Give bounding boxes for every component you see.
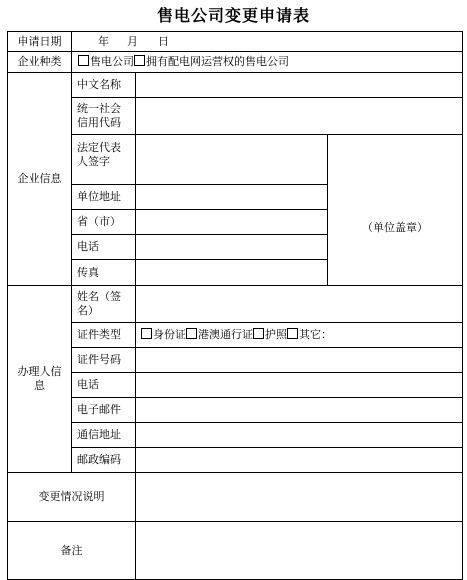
apply-date-year: 年 (98, 34, 109, 48)
row-id-type (8, 323, 463, 348)
change-application-table (7, 31, 463, 580)
checkbox-id-card[interactable] (141, 328, 152, 339)
field-label-id-number: 证件号码 (72, 348, 136, 373)
row-handler-phone (8, 373, 463, 398)
row-remarks (8, 522, 463, 580)
apply-date-label: 申请日期 (8, 32, 72, 52)
field-label-email: 电子邮件 (72, 398, 136, 423)
form-title: 售电公司变更申请表 (156, 6, 310, 25)
field-label-credit-code: 统一社会信用代码 (72, 98, 136, 135)
option-distribution-sales-company: 拥有配电网运营权的售电公司 (146, 55, 289, 68)
field-value-mail-address[interactable] (136, 423, 463, 448)
row-handler-name (8, 286, 463, 323)
remarks-field[interactable] (136, 522, 463, 580)
seal-area (328, 135, 463, 286)
row-apply-date (8, 32, 463, 52)
field-value-email[interactable] (136, 398, 463, 423)
field-label-fax: 传真 (72, 260, 136, 286)
change-description-field[interactable] (136, 473, 463, 522)
field-value-postcode[interactable] (136, 448, 463, 473)
field-label-enterprise-phone: 电话 (72, 235, 136, 260)
field-label-province: 省（市） (72, 210, 136, 235)
apply-date-day: 日 (158, 34, 169, 48)
row-change-description (8, 473, 463, 522)
field-value-enterprise-phone[interactable] (136, 235, 328, 260)
field-value-fax[interactable] (136, 260, 328, 286)
row-chinese-name (8, 73, 463, 98)
row-id-number (8, 348, 463, 373)
id-type-options (136, 323, 463, 348)
enterprise-type-options (72, 52, 463, 73)
field-label-postcode: 邮政编码 (72, 448, 136, 473)
enterprise-info-label: 企业信息 (8, 73, 72, 286)
apply-date-month: 月 (127, 34, 138, 48)
option-sales-company: 售电公司 (90, 55, 134, 68)
field-label-handler-name: 姓名（签名） (72, 286, 136, 323)
field-label-id-type: 证件类型 (72, 323, 136, 348)
row-email (8, 398, 463, 423)
option-other: 其它： (299, 328, 332, 341)
handler-info-label: 办理人信息 (8, 286, 72, 473)
field-value-handler-name[interactable] (136, 286, 463, 323)
field-label-mail-address: 通信地址 (72, 423, 136, 448)
field-value-legal-rep[interactable] (136, 135, 328, 185)
row-enterprise-type (8, 52, 463, 73)
field-value-handler-phone[interactable] (136, 373, 463, 398)
field-label-address: 单位地址 (72, 185, 136, 210)
apply-date-field[interactable] (72, 32, 463, 52)
checkbox-passport[interactable] (253, 328, 264, 339)
checkbox-other[interactable] (287, 328, 298, 339)
field-value-id-number[interactable] (136, 348, 463, 373)
checkbox-distribution-sales-company[interactable] (134, 55, 145, 66)
checkbox-hk-macau-pass[interactable] (186, 328, 197, 339)
field-value-credit-code[interactable] (136, 98, 463, 135)
field-label-chinese-name: 中文名称 (72, 73, 136, 98)
seal-label: （单位盖章） (362, 221, 428, 234)
option-hk-macau-pass: 港澳通行证 (198, 328, 253, 341)
field-value-address[interactable] (136, 185, 328, 210)
option-id-card: 身份证 (153, 328, 186, 341)
option-passport: 护照 (265, 328, 287, 341)
change-description-label: 变更情况说明 (8, 473, 136, 522)
row-legal-rep (8, 135, 463, 185)
enterprise-type-label: 企业种类 (8, 52, 72, 73)
row-mail-address (8, 423, 463, 448)
checkbox-sales-company[interactable] (78, 55, 89, 66)
field-value-chinese-name[interactable] (136, 73, 463, 98)
row-postcode (8, 448, 463, 473)
field-label-handler-phone: 电话 (72, 373, 136, 398)
field-value-province[interactable] (136, 210, 328, 235)
field-label-legal-rep: 法定代表人签字 (72, 135, 136, 185)
remarks-label: 备注 (8, 522, 136, 580)
row-credit-code (8, 98, 463, 135)
